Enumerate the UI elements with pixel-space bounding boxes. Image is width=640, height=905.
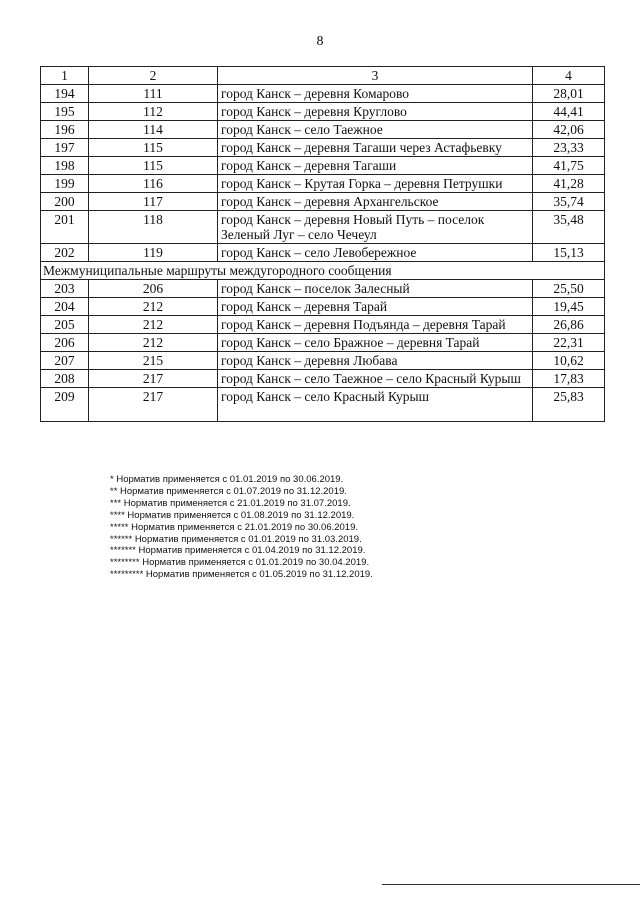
route-number: 212	[89, 298, 218, 316]
table-row	[41, 121, 605, 139]
route-number: 217	[89, 388, 218, 422]
route-number: 206	[89, 280, 218, 298]
table-row	[41, 388, 605, 422]
route-name: город Канск – село Красный Курыш	[218, 388, 533, 422]
route-value: 10,62	[533, 352, 605, 370]
route-value: 42,06	[533, 121, 605, 139]
table-row	[41, 157, 605, 175]
table-row	[41, 139, 605, 157]
table-row	[41, 352, 605, 370]
route-number: 112	[89, 103, 218, 121]
row-number: 209	[41, 388, 89, 422]
route-number: 117	[89, 193, 218, 211]
route-number: 116	[89, 175, 218, 193]
footnote: ******* Норматив применяется с 01.04.2019 по 31.12.2019.	[110, 545, 366, 557]
route-value: 19,45	[533, 298, 605, 316]
table-row	[41, 211, 605, 244]
row-number: 196	[41, 121, 89, 139]
footnote: ****** Норматив применяется с 01.01.2019 по 31.03.2019.	[110, 533, 362, 545]
footnote: ***** Норматив применяется с 21.01.2019 по 30.06.2019.	[110, 521, 359, 533]
header-cell: 4	[533, 67, 605, 85]
route-value: 35,74	[533, 193, 605, 211]
route-value: 26,86	[533, 316, 605, 334]
route-value: 41,28	[533, 175, 605, 193]
row-number: 207	[41, 352, 89, 370]
route-value: 15,13	[533, 244, 605, 262]
route-name: город Канск – деревня Любава	[218, 352, 533, 370]
row-number: 204	[41, 298, 89, 316]
footnote: ********* Норматив применяется с 01.05.2019 по 31.12.2019.	[110, 569, 373, 581]
route-number: 119	[89, 244, 218, 262]
route-number: 212	[89, 334, 218, 352]
route-value: 23,33	[533, 139, 605, 157]
route-value: 22,31	[533, 334, 605, 352]
footnote: * Норматив применяется с 01.01.2019 по 30.06.2019.	[110, 474, 344, 485]
header-cell: 1	[41, 67, 89, 85]
route-name: город Канск – деревня Комарово	[218, 85, 533, 103]
row-number: 195	[41, 103, 89, 121]
route-name: город Канск – село Левобережное	[218, 244, 533, 262]
footnote: ** Норматив применяется с 01.07.2019 по 31.12.2019.	[110, 485, 347, 497]
route-value: 44,41	[533, 103, 605, 121]
route-value: 41,75	[533, 157, 605, 175]
row-number: 198	[41, 157, 89, 175]
row-number: 200	[41, 193, 89, 211]
row-number: 203	[41, 280, 89, 298]
row-number: 202	[41, 244, 89, 262]
route-name: город Канск – деревня Подъянда – деревня Тарай	[218, 316, 533, 334]
route-value: 28,01	[533, 85, 605, 103]
section-row	[41, 262, 605, 280]
route-name: город Канск – деревня Тагаши	[218, 157, 533, 175]
route-number: 118	[89, 211, 218, 244]
footnote: **** Норматив применяется с 01.08.2019 по 31.12.2019.	[110, 509, 355, 521]
route-number: 115	[89, 157, 218, 175]
route-name: город Канск – село Таежное – село Красный Курыш	[218, 370, 533, 388]
header-cell: 3	[218, 67, 533, 85]
route-number: 114	[89, 121, 218, 139]
table-row	[41, 334, 605, 352]
route-name: город Канск – Крутая Горка – деревня Петрушки	[218, 175, 533, 193]
route-number: 215	[89, 352, 218, 370]
route-name: город Канск – деревня Тагаши через Астафьевку	[218, 139, 533, 157]
row-number: 199	[41, 175, 89, 193]
footnote: *** Норматив применяется с 21.01.2019 по 31.07.2019.	[110, 497, 351, 509]
row-number: 205	[41, 316, 89, 334]
footnote: ******** Норматив применяется с 01.01.2019 по 30.04.2019.	[110, 557, 370, 569]
route-name: город Канск – деревня Тарай	[218, 298, 533, 316]
row-number: 206	[41, 334, 89, 352]
route-name: город Канск – деревня Круглово	[218, 103, 533, 121]
route-name: город Канск – поселок Залесный	[218, 280, 533, 298]
table-row	[41, 370, 605, 388]
table-row	[41, 298, 605, 316]
table-row	[41, 244, 605, 262]
route-name: город Канск – деревня Архангельское	[218, 193, 533, 211]
table-row	[41, 85, 605, 103]
route-value: 35,48	[533, 211, 605, 244]
table-row	[41, 316, 605, 334]
route-value: 17,83	[533, 370, 605, 388]
route-number: 111	[89, 85, 218, 103]
page-number: 8	[316, 34, 324, 49]
table-row	[41, 280, 605, 298]
row-number: 194	[41, 85, 89, 103]
route-value: 25,83	[533, 388, 605, 422]
table-row	[41, 103, 605, 121]
route-name: город Канск – село Бражное – деревня Тарай	[218, 334, 533, 352]
route-name: город Канск – село Таежное	[218, 121, 533, 139]
row-number: 208	[41, 370, 89, 388]
bottom-divider	[382, 884, 640, 885]
route-value: 25,50	[533, 280, 605, 298]
route-number: 212	[89, 316, 218, 334]
footnotes	[110, 474, 373, 581]
route-number: 217	[89, 370, 218, 388]
routes-table	[40, 66, 605, 422]
row-number: 197	[41, 139, 89, 157]
table-row	[41, 193, 605, 211]
table-row	[41, 175, 605, 193]
header-cell: 2	[89, 67, 218, 85]
table-header-row	[41, 67, 605, 85]
section-title: Межмуниципальные маршруты междугородного сообщения	[41, 262, 605, 280]
row-number: 201	[41, 211, 89, 244]
route-number: 115	[89, 139, 218, 157]
route-name: город Канск – деревня Новый Путь – поселок Зеленый Луг – село Чечеул	[218, 211, 533, 244]
